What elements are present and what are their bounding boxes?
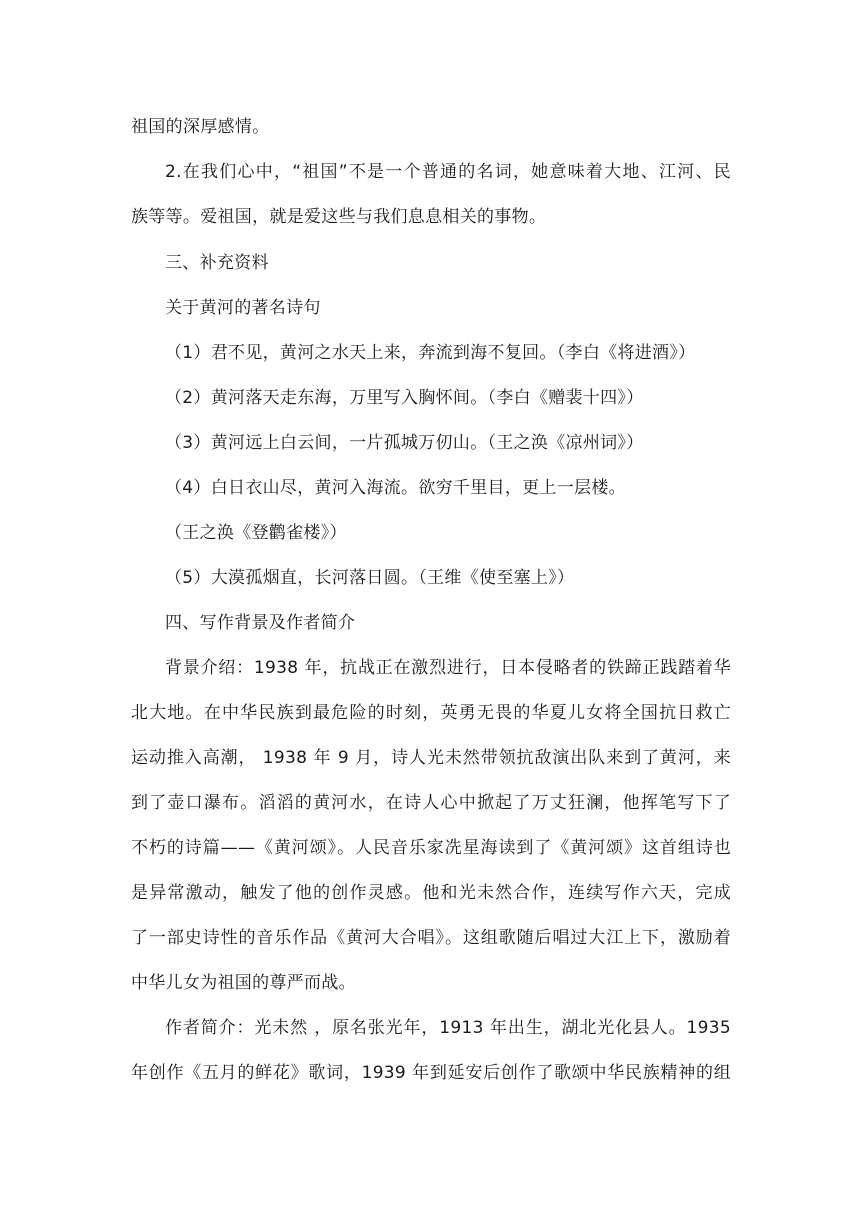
text-line: 是异常激动，触发了他的创作灵感。他和光未然合作，连续写作六天，完成 (131, 883, 731, 903)
section-heading: 三、补充资料 (165, 253, 269, 273)
text-line: 2.在我们心中，“祖国”不是一个普通的名词，她意味着大地、江河、民 (165, 162, 731, 182)
text-line: 背景介绍：1938 年，抗战正在激烈进行，日本侵略者的铁蹄正践踏着华 (165, 658, 731, 678)
text-line: 中华儿女为祖国的尊严而战。 (131, 973, 356, 993)
text-line: 作者简介：光未然 ，原名张光年，1913 年出生，湖北光化县人。1935 (165, 1018, 731, 1038)
text-line: 年创作《五月的鲜花》歌词，1939 年到延安后创作了歌颂中华民族精神的组 (131, 1063, 731, 1083)
text-line: 了一部史诗性的音乐作品《黄河大合唱》。这组歌随后唱过大江上下，激励着 (131, 928, 731, 948)
poem-line: （3）黄河远上白云间，一片孤城万仞山。（王之涣《凉州词》） (165, 433, 644, 453)
text-line: 运动推入高潮， 1938 年 9 月，诗人光未然带领抗敌演出队来到了黄河，来 (131, 748, 731, 768)
text-line: 族等等。爱祖国，就是爱这些与我们息息相关的事物。 (131, 207, 547, 227)
poem-line: （2）黄河落天走东海，万里写入胸怀间。（李白《赠裴十四》） (165, 388, 644, 408)
section-heading: 四、写作背景及作者简介 (165, 613, 356, 633)
subheading: 关于黄河的著名诗句 (165, 298, 321, 318)
text-line: 北大地。在中华民族到最危险的时刻，英勇无畏的华夏儿女将全国抗日救亡 (131, 703, 731, 723)
poem-line: （4）白日衣山尽，黄河入海流。欲穷千里目，更上一层楼。 (165, 478, 626, 498)
text-line: 祖国的深厚感情。 (131, 117, 270, 137)
text-line: 不朽的诗篇——《黄河颂》。人民音乐家冼星海读到了《黄河颂》这首组诗也 (131, 838, 731, 858)
text-line: 到了壶口瀑布。滔滔的黄河水，在诗人心中掀起了万丈狂澜，他挥笔写下了 (131, 793, 731, 813)
poem-line: （5）大漠孤烟直，长河落日圆。（王维《使至塞上》） (165, 568, 575, 588)
poem-line: （1）君不见，黄河之水天上来，奔流到海不复回。（李白《将进酒》） (165, 343, 696, 363)
poem-source: （王之涣《登鹳雀楼》） (165, 523, 347, 543)
